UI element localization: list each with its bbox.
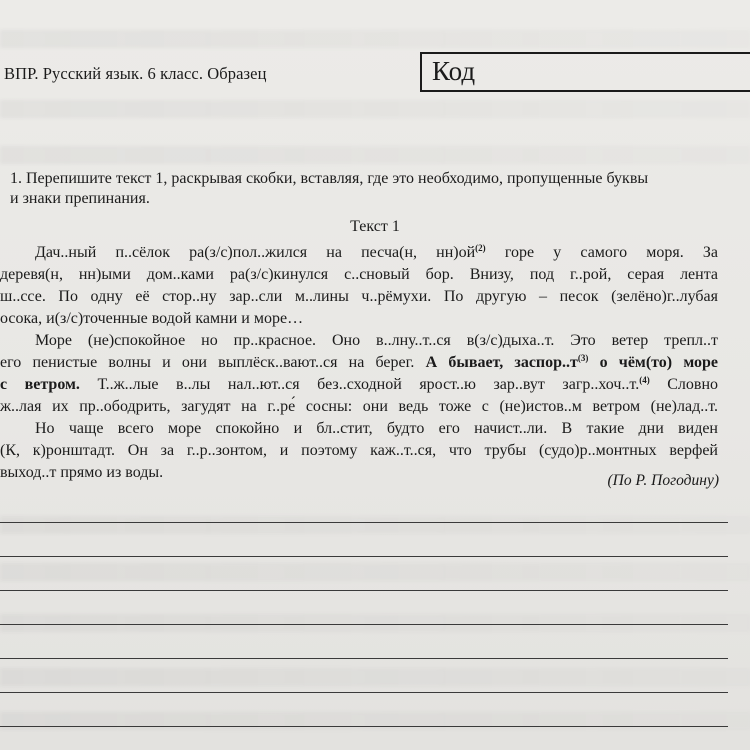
- bleed-through-line: [0, 100, 750, 118]
- bleed-through-line: [0, 516, 750, 534]
- answer-line[interactable]: [0, 522, 728, 523]
- footnote-marker: (4): [639, 375, 650, 385]
- text-line: с ветром. Т..ж..лые в..лы нал..ют..ся без..сходной ярост..ю зар..вут загр..хоч..т.$^{(4)}$ Словно: [0, 375, 719, 393]
- text-line: осока, и(з/с)точенные водой камни и море…: [0, 310, 304, 327]
- footnote-marker: (2): [475, 243, 486, 253]
- text-line: Дач..ный п..сёлок ра(з/с)пол..жился на песча(н, $нн)ой^{(2)}$ горе у самого моря. За: [35, 243, 718, 261]
- answer-line[interactable]: [0, 692, 728, 693]
- text-line: Но чаще всего море спокойно и бл..стит, будто его начист..ли. В такие дни виден: [35, 420, 718, 437]
- text-line: его пенистые волны и они выплёск..вают..ся на берег. А бывает, $заспор..т^{(3)}$ о чём(то) море: [0, 353, 719, 371]
- text-line: Море (не)спокойное но пр..красное. Оно в..лну..т..ся в(з/с)дыха..т. Это ветер трепл..т: [35, 332, 718, 349]
- answer-line[interactable]: [0, 726, 728, 727]
- task-instruction-line: и знаки препинания.: [10, 190, 150, 207]
- footnote-marker: (3): [577, 353, 589, 363]
- task-instruction-line: Перепишите текст 1, раскрывая скобки, вставляя, где это необходимо, пропущенные буквы: [26, 170, 649, 187]
- text-author: (По Р. Погодину): [607, 472, 719, 489]
- text-line: выход..т прямо из воды.: [0, 464, 164, 481]
- text-title: Текст 1: [350, 218, 400, 235]
- bleed-through-line: [0, 146, 750, 164]
- task-number: 1.: [10, 170, 22, 187]
- bleed-through-line: [0, 30, 750, 48]
- bleed-through-line: [0, 563, 750, 581]
- answer-line[interactable]: [0, 590, 728, 591]
- bleed-through-line: [0, 712, 750, 730]
- text-body: [0, 242, 718, 484]
- answer-line[interactable]: [0, 556, 728, 557]
- text-line: ш..ссе. По одну её стор..ну зар..сли м..лины ч..рёмухи. По другую – песок (зелёно)г..лубая: [0, 288, 718, 305]
- answer-line[interactable]: [0, 624, 728, 625]
- worksheet-header-title: ВПР. Русский язык. 6 класс. Образец: [4, 64, 267, 83]
- answer-line[interactable]: [0, 658, 728, 659]
- task-instruction: [10, 169, 750, 209]
- code-field-label: Код: [432, 56, 476, 86]
- text-line: деревя(н, нн)ыми дом..ками ра(з/с)кинулся с..сновый бор. Внизу, под г..рой, серая лента: [0, 266, 718, 283]
- bleed-through-line: [0, 668, 750, 686]
- text-line: (К, к)ронштадт. Он за г..р..зонтом, и поэтому каж..т..ся, что трубы (судо)р..монтных верфей: [0, 442, 718, 459]
- bleed-through-line: [0, 614, 750, 632]
- text-line: ж..лая их пр..ободрить, загудят на г..ре́ сосны: они ведь тоже с (не)истов..м ветром (не)лад..т.: [0, 398, 718, 415]
